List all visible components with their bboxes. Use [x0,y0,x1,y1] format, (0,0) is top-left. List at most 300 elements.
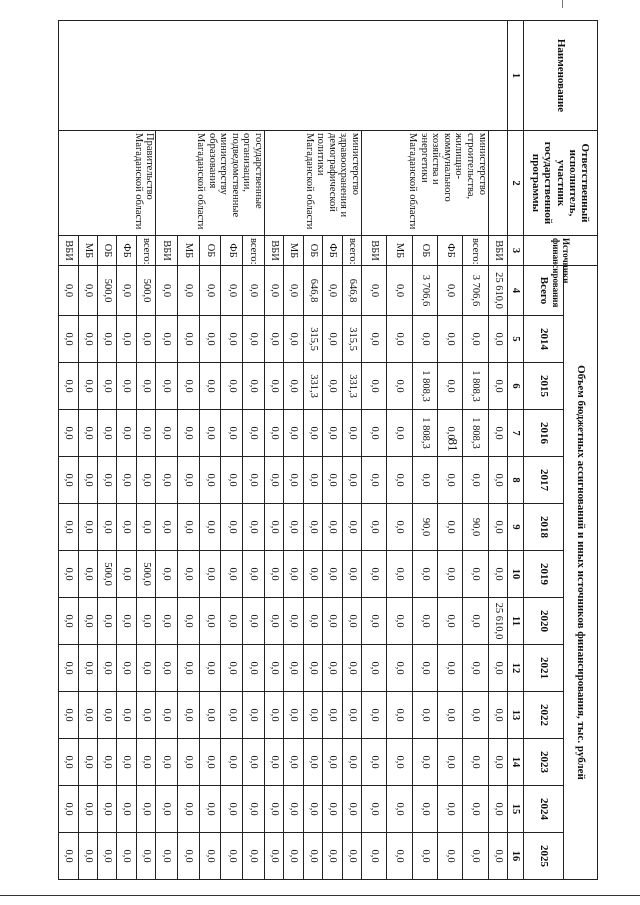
table-row [342,21,361,880]
value-cell: 0,0 [437,786,462,833]
value-cell: 0,0 [323,504,342,551]
value-cell: 0,0 [98,316,117,363]
value-cell: 0,0 [361,833,386,880]
table-row [463,21,488,880]
header-year: 2016 [524,410,564,457]
value-cell: 0,0 [117,598,136,645]
value-cell: 0,0 [221,833,243,880]
value-cell: 0,0 [361,739,386,786]
value-cell: 90,0 [463,504,488,551]
financing-table [58,20,598,880]
value-cell: 0,0 [361,551,386,598]
value-cell: 0,0 [437,316,462,363]
value-cell: 0,0 [117,266,136,316]
value-cell: 0,0 [59,551,79,598]
source-cell: ФБ [437,236,462,266]
column-number: 12 [508,645,524,692]
value-cell: 0,0 [361,266,386,316]
value-cell: 0,0 [387,457,412,504]
value-cell: 0,0 [284,457,303,504]
value-cell: 0,0 [117,316,136,363]
source-cell: ОБ [412,236,437,266]
value-cell: 0,0 [199,266,221,316]
source-cell: ВБИ [156,236,178,266]
value-cell: 0,0 [463,551,488,598]
value-cell: 0,0 [361,786,386,833]
header-total: Всего [524,266,564,316]
value-cell: 500,0 [136,266,155,316]
value-cell: 500,0 [136,551,155,598]
value-cell: 0,0 [264,504,283,551]
value-cell: 0,0 [437,551,462,598]
source-cell: ВБИ [361,236,386,266]
column-number: 8 [508,457,524,504]
value-cell: 0,0 [243,692,265,739]
value-cell: 0,0 [264,598,283,645]
value-cell: 0,0 [199,786,221,833]
header-year: 2020 [524,598,564,645]
column-number: 9 [508,504,524,551]
value-cell: 0,0 [437,645,462,692]
value-cell: 0,0 [387,410,412,457]
value-cell: 0,0 [463,457,488,504]
value-cell: 0,0 [264,266,283,316]
value-cell: 1 808,3 [412,363,437,410]
header-row [564,21,598,880]
value-cell: 0,0 [323,739,342,786]
value-cell: 0,0 [264,833,283,880]
value-cell: 0,0 [387,598,412,645]
value-cell: 0,0 [78,266,97,316]
source-cell: ВБИ [59,236,79,266]
value-cell: 0,0 [178,410,200,457]
value-cell: 0,0 [221,598,243,645]
value-cell: 0,0 [221,692,243,739]
value-cell: 0,0 [488,504,507,551]
value-cell: 0,0 [342,410,361,457]
value-cell: 0,0 [303,692,322,739]
value-cell: 0,0 [136,410,155,457]
value-cell: 0,0 [98,692,117,739]
value-cell: 0,0 [178,363,200,410]
executor-cell: министерство здравоохранения и демографической политики Магаданской области [264,131,361,236]
value-cell: 0,0 [59,598,79,645]
value-cell: 0,0 [178,786,200,833]
value-cell: 0,0 [387,692,412,739]
value-cell: 0,0 [342,833,361,880]
source-cell: МБ [284,236,303,266]
value-cell: 0,0 [243,833,265,880]
value-cell: 0,0 [178,598,200,645]
header-name: Наименование [524,21,598,131]
value-cell: 0,0 [156,598,178,645]
value-cell: 0,0 [264,457,283,504]
value-cell: 0,0 [156,551,178,598]
value-cell: 0,0 [221,316,243,363]
executor-cell: министерство строительства, жилищно-коммунального хозяйства и энергетики Магаданской области [361,131,488,236]
value-cell: 0,0 [243,410,265,457]
header-year: 2017 [524,457,564,504]
value-cell: 0,0 [323,266,342,316]
value-cell: 0,0 [156,645,178,692]
value-cell: 0,0 [156,786,178,833]
value-cell: 0,0 [303,410,322,457]
source-cell: ФБ [117,236,136,266]
value-cell: 0,0 [117,504,136,551]
column-number: 10 [508,551,524,598]
value-cell: 0,0 [221,645,243,692]
value-cell: 0,0 [284,786,303,833]
value-cell: 0,0 [387,739,412,786]
value-cell: 0,0 [463,645,488,692]
value-cell: 0,0 [437,504,462,551]
value-cell: 315,5 [342,316,361,363]
value-cell: 0,0 [361,504,386,551]
value-cell: 0,0 [59,410,79,457]
header-year: 2021 [524,645,564,692]
source-cell: МБ [178,236,200,266]
rotated-table-wrapper [58,20,598,880]
value-cell: 0,0 [387,786,412,833]
column-number: 15 [508,786,524,833]
value-cell: 0,0 [117,645,136,692]
value-cell: 0,0 [412,551,437,598]
value-cell: 0,0 [488,786,507,833]
value-cell: 0,0 [136,645,155,692]
value-cell: 0,0 [342,786,361,833]
value-cell: 0,0 [264,692,283,739]
value-cell: 0,0 [78,739,97,786]
value-cell: 0,0 [98,410,117,457]
value-cell: 0,0 [221,739,243,786]
source-cell: ОБ [98,236,117,266]
value-cell: 0,0 [303,457,322,504]
value-cell: 0,0 [117,363,136,410]
value-cell: 90,0 [412,504,437,551]
source-cell: ВБИ [488,236,507,266]
value-cell: 0,0 [463,316,488,363]
value-cell: 0,0 [136,739,155,786]
value-cell: 0,0 [221,504,243,551]
value-cell: 0,0 [221,457,243,504]
value-cell: 0,0 [303,504,322,551]
value-cell: 0,0 [342,551,361,598]
value-cell: 0,0 [437,363,462,410]
value-cell: 3 706,6 [463,266,488,316]
value-cell: 0,0 [78,692,97,739]
value-cell: 0,0 [178,316,200,363]
executor-cell: Правительство Магаданской области [59,131,156,236]
value-cell: 0,0 [303,598,322,645]
value-cell: 0,0 [199,739,221,786]
column-number: 14 [508,739,524,786]
name-cell [59,21,508,131]
column-number: 16 [508,833,524,880]
value-cell: 0,0 [361,457,386,504]
value-cell: 0,0 [303,833,322,880]
value-cell: 0,0 [221,266,243,316]
value-cell: 0,0 [323,316,342,363]
executor-cell: государственные организации, подведомственные министерству образования Магаданской области [156,131,265,236]
value-cell: 0,0 [303,739,322,786]
value-cell: 0,0 [387,833,412,880]
value-cell: 0,0 [488,551,507,598]
header-year: 2015 [524,363,564,410]
value-cell: 0,0 [136,833,155,880]
value-cell: 0,0 [178,504,200,551]
value-cell: 315,5 [303,316,322,363]
value-cell: 0,0 [117,833,136,880]
value-cell: 0,0 [199,410,221,457]
value-cell: 0,0 [284,551,303,598]
value-cell: 0,0 [59,833,79,880]
value-cell: 0,0 [136,316,155,363]
value-cell: 0,0 [323,551,342,598]
column-number: 2 [508,131,524,236]
value-cell: 0,0 [463,833,488,880]
value-cell: 0,0 [284,598,303,645]
value-cell: 0,0 [117,739,136,786]
value-cell: 0,0 [156,316,178,363]
value-cell: 0,0 [78,786,97,833]
value-cell: 0,0 [78,410,97,457]
executor-cell [488,131,507,236]
value-cell: 0,0 [437,457,462,504]
value-cell: 0,0 [78,316,97,363]
value-cell: 0,0 [156,266,178,316]
value-cell: 0,0 [387,266,412,316]
value-cell: 0,0 [284,739,303,786]
value-cell: 0,0 [303,551,322,598]
table-row [243,21,265,880]
value-cell: 0,0 [284,363,303,410]
header-group-title: Объем бюджетных ассигнований и иных источников финансирования, тыс. рублей [564,266,598,880]
value-cell: 0,0 [59,504,79,551]
value-cell: 0,0 [412,457,437,504]
value-cell: 0,0 [136,457,155,504]
value-cell: 0,0 [178,739,200,786]
value-cell: 0,0 [78,598,97,645]
value-cell: 0,0 [78,363,97,410]
value-cell: 0,0 [361,363,386,410]
value-cell: 0,0 [156,833,178,880]
header-year: 2023 [524,739,564,786]
value-cell: 25 610,0 [488,266,507,316]
value-cell: 0,0 [437,833,462,880]
value-cell: 0,0 [323,645,342,692]
value-cell: 0,0 [412,739,437,786]
source-cell: всего: [463,236,488,266]
header-year: 2019 [524,551,564,598]
value-cell: 0,0 [156,692,178,739]
page-bottom-rule [0,895,640,896]
value-cell: 0,0 [342,598,361,645]
value-cell: 0,0 [117,457,136,504]
value-cell: 0,0 [156,363,178,410]
value-cell: 0,0 [361,598,386,645]
value-cell: 1 808,3 [463,410,488,457]
value-cell: 0,0 [488,833,507,880]
value-cell: 0,0 [488,363,507,410]
value-cell: 0,0 [437,266,462,316]
value-cell: 0,0 [303,786,322,833]
value-cell: 0,0 [412,316,437,363]
source-cell: МБ [78,236,97,266]
value-cell: 0,0 [323,786,342,833]
value-cell: 1 808,3 [463,363,488,410]
value-cell: 0,0 [136,692,155,739]
value-cell: 0,0 [59,692,79,739]
value-cell: 0,0 [284,645,303,692]
value-cell: 0,0 [488,645,507,692]
value-cell: 0,0 [243,316,265,363]
value-cell: 0,0 [243,457,265,504]
value-cell: 0,0 [323,598,342,645]
value-cell: 0,0 [78,551,97,598]
value-cell: 500,0 [98,551,117,598]
column-number: 7 [508,410,524,457]
value-cell: 0,0 [98,786,117,833]
value-cell: 0,0 [98,504,117,551]
value-cell: 0,0 [98,833,117,880]
value-cell: 0,0 [387,316,412,363]
source-cell: ОБ [303,236,322,266]
value-cell: 0,0 [98,598,117,645]
value-cell: 331,3 [342,363,361,410]
value-cell: 0,0 [264,786,283,833]
value-cell: 0,0 [284,504,303,551]
value-cell: 0,0 [243,598,265,645]
value-cell: 0,0 [78,833,97,880]
value-cell: 0,0 [437,739,462,786]
value-cell: 0,0 [323,833,342,880]
value-cell: 0,0 [156,739,178,786]
value-cell: 0,0 [342,692,361,739]
value-cell: 0,0 [156,504,178,551]
value-cell: 0,0 [437,410,462,457]
value-cell: 0,0 [117,692,136,739]
value-cell: 0,0 [284,692,303,739]
value-cell: 0,0 [59,645,79,692]
value-cell: 0,0 [178,457,200,504]
value-cell: 0,0 [387,551,412,598]
value-cell: 500,0 [98,266,117,316]
value-cell: 0,0 [178,692,200,739]
value-cell: 0,0 [412,598,437,645]
value-cell: 0,0 [243,266,265,316]
value-cell: 0,0 [323,363,342,410]
source-cell: ФБ [323,236,342,266]
value-cell: 0,0 [98,645,117,692]
value-cell: 0,0 [437,598,462,645]
value-cell: 0,0 [59,266,79,316]
value-cell: 0,0 [342,645,361,692]
value-cell: 331,3 [303,363,322,410]
value-cell: 0,0 [342,504,361,551]
value-cell: 0,0 [199,692,221,739]
value-cell: 0,0 [463,739,488,786]
value-cell: 0,0 [264,739,283,786]
value-cell: 0,0 [412,833,437,880]
value-cell: 0,0 [59,786,79,833]
header-year: 2024 [524,786,564,833]
column-number: 5 [508,316,524,363]
value-cell: 0,0 [303,645,322,692]
value-cell: 0,0 [221,363,243,410]
value-cell: 0,0 [117,410,136,457]
value-cell: 0,0 [463,692,488,739]
value-cell: 0,0 [488,316,507,363]
value-cell: 0,0 [178,645,200,692]
column-number: 1 [508,21,524,131]
value-cell: 0,0 [284,410,303,457]
value-cell: 0,0 [199,551,221,598]
value-cell: 0,0 [264,410,283,457]
value-cell: 0,0 [463,598,488,645]
value-cell: 0,0 [412,645,437,692]
value-cell: 1 808,3 [412,410,437,457]
header-year: 2022 [524,692,564,739]
value-cell: 0,0 [78,645,97,692]
value-cell: 0,0 [243,363,265,410]
value-cell: 0,0 [98,457,117,504]
value-cell: 0,0 [361,692,386,739]
column-number: 13 [508,692,524,739]
value-cell: 0,0 [488,692,507,739]
source-cell: всего: [342,236,361,266]
page-edge-mark [562,0,563,8]
value-cell: 0,0 [221,551,243,598]
value-cell: 0,0 [342,739,361,786]
value-cell: 0,0 [488,457,507,504]
value-cell: 0,0 [98,363,117,410]
value-cell: 0,0 [221,786,243,833]
value-cell: 0,0 [156,457,178,504]
value-cell: 0,0 [59,457,79,504]
value-cell: 0,0 [243,504,265,551]
value-cell: 0,0 [199,504,221,551]
value-cell: 0,0 [284,316,303,363]
value-cell: 0,0 [387,363,412,410]
column-number: 11 [508,598,524,645]
value-cell: 0,0 [387,504,412,551]
value-cell: 0,0 [136,504,155,551]
header-year: 2018 [524,504,564,551]
value-cell: 646,8 [342,266,361,316]
value-cell: 0,0 [59,363,79,410]
value-cell: 0,0 [136,786,155,833]
source-cell: всего: [243,236,265,266]
value-cell: 0,0 [178,551,200,598]
value-cell: 0,0 [284,833,303,880]
header-source: Источники финансирования [524,236,598,266]
value-cell: 0,0 [264,363,283,410]
source-cell: ВБИ [264,236,283,266]
value-cell: 0,0 [488,410,507,457]
value-cell: 0,0 [284,266,303,316]
value-cell: 646,8 [303,266,322,316]
value-cell: 0,0 [156,410,178,457]
header-year: 2025 [524,833,564,880]
value-cell: 0,0 [199,316,221,363]
value-cell: 25 610,0 [488,598,507,645]
value-cell: 0,0 [178,266,200,316]
value-cell: 0,0 [323,410,342,457]
column-number: 3 [508,236,524,266]
value-cell: 0,0 [199,833,221,880]
value-cell: 0,0 [136,363,155,410]
value-cell: 0,0 [136,598,155,645]
